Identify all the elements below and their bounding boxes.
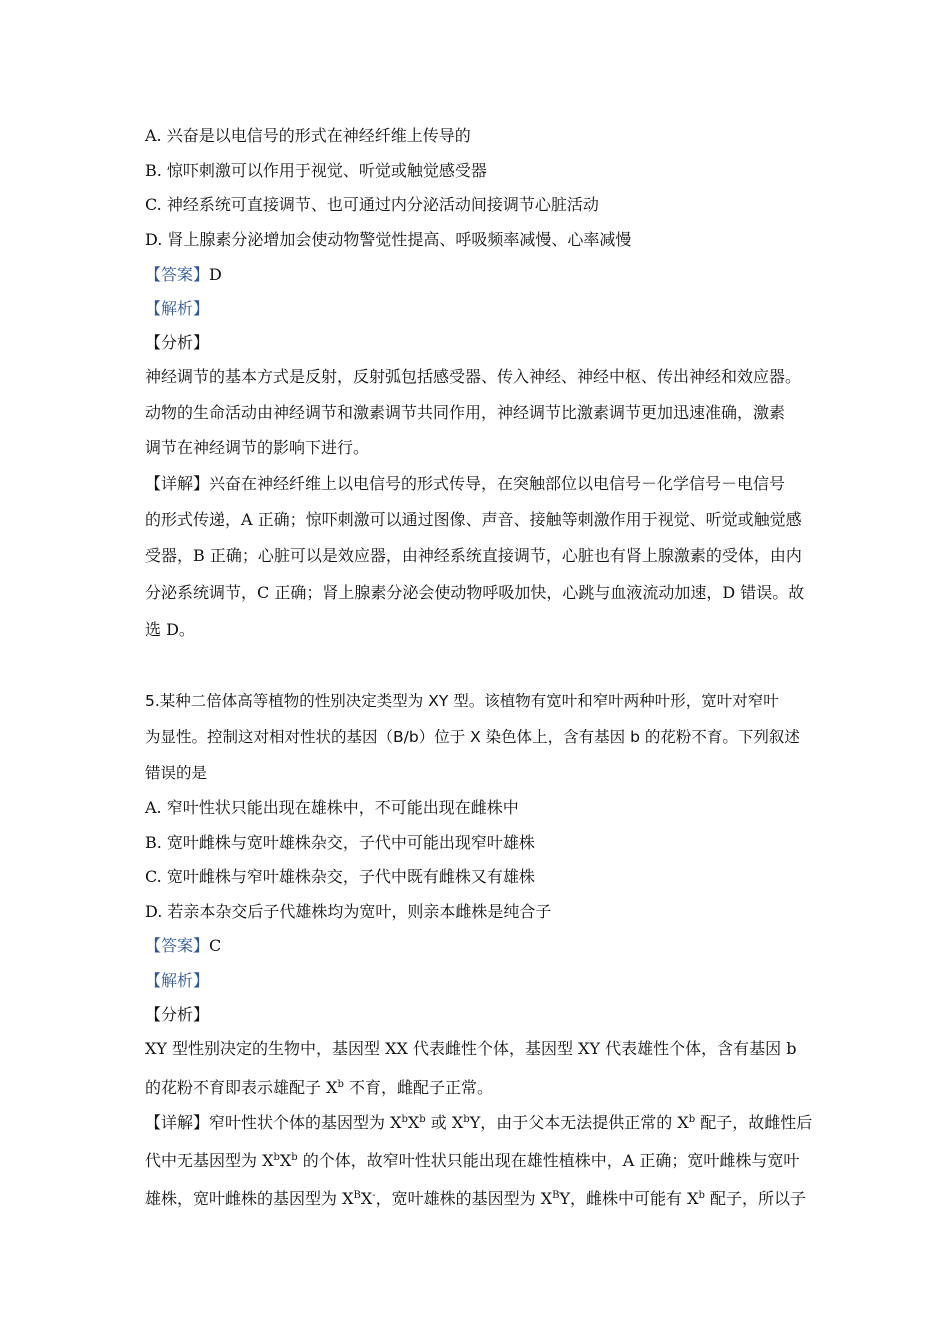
q5-stem-line: 为显性。控制这对相对性状的基因（B/b）位于 X 染色体上，含有基因 b 的花粉不育。下列叙述 (145, 728, 800, 746)
q5-answer-line (145, 935, 221, 957)
text-run: X (279, 1151, 292, 1170)
answer-tag: 【答案】 (145, 936, 210, 955)
text-run: 代中无基因型为 X (145, 1151, 274, 1170)
superscript: b (273, 1152, 280, 1163)
q4-detail-line: 的形式传递，A 正确；惊吓刺激可以通过图像、声音、接触等刺激作用于视觉、听觉或触觉感 (145, 510, 802, 529)
detail-tag: 【详解】 (145, 1113, 210, 1132)
q5-option-d: D. 若亲本杂交后子代雄株均为宽叶，则亲本雌株是纯合子 (145, 902, 552, 921)
text-run: ，宽叶雄株的基因型为 X (375, 1189, 553, 1208)
superscript: B (353, 1190, 361, 1201)
q5-stem-line: 错误的是 (145, 764, 208, 782)
superscript: b (401, 1114, 408, 1125)
text-run: Y，雌株中可能有 X (559, 1189, 699, 1208)
q4-option-c: C. 神经系统可直接调节、也可通过内分泌活动间接调节心脏活动 (145, 195, 599, 214)
text-run: 雄株，宽叶雌株的基因型为 X (145, 1189, 354, 1208)
text-run: 的花粉不育即表示雄配子 X (145, 1078, 338, 1097)
q4-answer-line (145, 264, 222, 286)
text-run: Y，由于父本无法提供正常的 X (469, 1113, 689, 1132)
q4-detail-line (145, 473, 785, 495)
text-run: 的个体，故窄叶性状只能出现在雄性植株中，A 正确；宽叶雌株与宽叶 (297, 1151, 800, 1170)
text-run: 不育，雌配子正常。 (343, 1078, 493, 1097)
q5-fenxi-line: XY 型性别决定的生物中，基因型 XX 代表雌性个体，基因型 XY 代表雄性个体，含有基因 b (145, 1039, 797, 1058)
superscript: b (463, 1114, 470, 1125)
q4-fenxi-tag: 【分析】 (145, 333, 210, 352)
text-run: 配子，所以子 (704, 1189, 807, 1208)
superscript: b (698, 1190, 705, 1201)
q4-option-d: D. 肾上腺素分泌增加会使动物警觉性提高、呼吸频率减慢、心率减慢 (145, 230, 632, 249)
q4-detail-line: 选 D。 (145, 620, 195, 639)
q5-option-a: A. 窄叶性状只能出现在雄株中，不可能出现在雌株中 (145, 798, 519, 817)
answer-tag: 【答案】 (145, 265, 210, 284)
q5-fenxi-tag: 【分析】 (145, 1005, 210, 1024)
q4-fenxi-line: 动物的生命活动由神经调节和激素调节共同作用，神经调节比激素调节更加迅速准确，激素 (145, 403, 786, 422)
superscript: - (372, 1190, 376, 1201)
q5-detail-line (145, 1109, 812, 1134)
q5-detail-line (145, 1147, 799, 1172)
q4-fenxi-line: 神经调节的基本方式是反射，反射弧包括感受器、传入神经、神经中枢、传出神经和效应器。 (145, 367, 802, 386)
detail-text: 兴奋在神经纤维上以电信号的形式传导，在突触部位以电信号－化学信号－电信号 (209, 474, 786, 493)
text-run: 或 X (425, 1113, 464, 1132)
text-run: X (360, 1189, 373, 1208)
superscript: b (688, 1114, 696, 1125)
q5-option-c: C. 宽叶雌株与窄叶雄株杂交，子代中既有雌株又有雄株 (145, 867, 535, 886)
q4-analysis-tag: 【解析】 (145, 299, 210, 318)
answer-value: D (209, 265, 222, 284)
q4-detail-line: 受器，B 正确；心脏可以是效应器，由神经系统直接调节，心脏也有肾上腺激素的受体，由内 (145, 546, 802, 565)
q5-fenxi-line (145, 1074, 493, 1099)
q4-option-b: B. 惊吓刺激可以作用于视觉、听觉或触觉感受器 (145, 161, 487, 180)
q5-option-b: B. 宽叶雌株与宽叶雄株杂交，子代中可能出现窄叶雄株 (145, 833, 535, 852)
q5-detail-line (145, 1185, 806, 1210)
text-run: X (407, 1113, 420, 1132)
superscript: b (337, 1079, 344, 1090)
answer-value: C (209, 936, 222, 955)
superscript: b (291, 1152, 298, 1163)
q5-analysis-tag: 【解析】 (145, 971, 210, 990)
detail-tag: 【详解】 (145, 474, 210, 493)
text-run: 窄叶性状个体的基因型为 X (209, 1113, 402, 1132)
q4-detail-line: 分泌系统调节，C 正确；肾上腺素分泌会使动物呼吸加快，心跳与血液流动加速，D 错误。故 (145, 583, 805, 602)
q4-option-a: A. 兴奋是以电信号的形式在神经纤维上传导的 (145, 126, 471, 145)
superscript: B (552, 1190, 560, 1201)
q4-fenxi-line: 调节在神经调节的影响下进行。 (145, 438, 370, 457)
q5-stem-line: 5.某种二倍体高等植物的性别决定类型为 XY 型。该植物有宽叶和窄叶两种叶形，宽叶对窄叶 (145, 692, 779, 710)
text-run: 配子，故雌性后 (695, 1113, 813, 1132)
superscript: b (419, 1114, 426, 1125)
